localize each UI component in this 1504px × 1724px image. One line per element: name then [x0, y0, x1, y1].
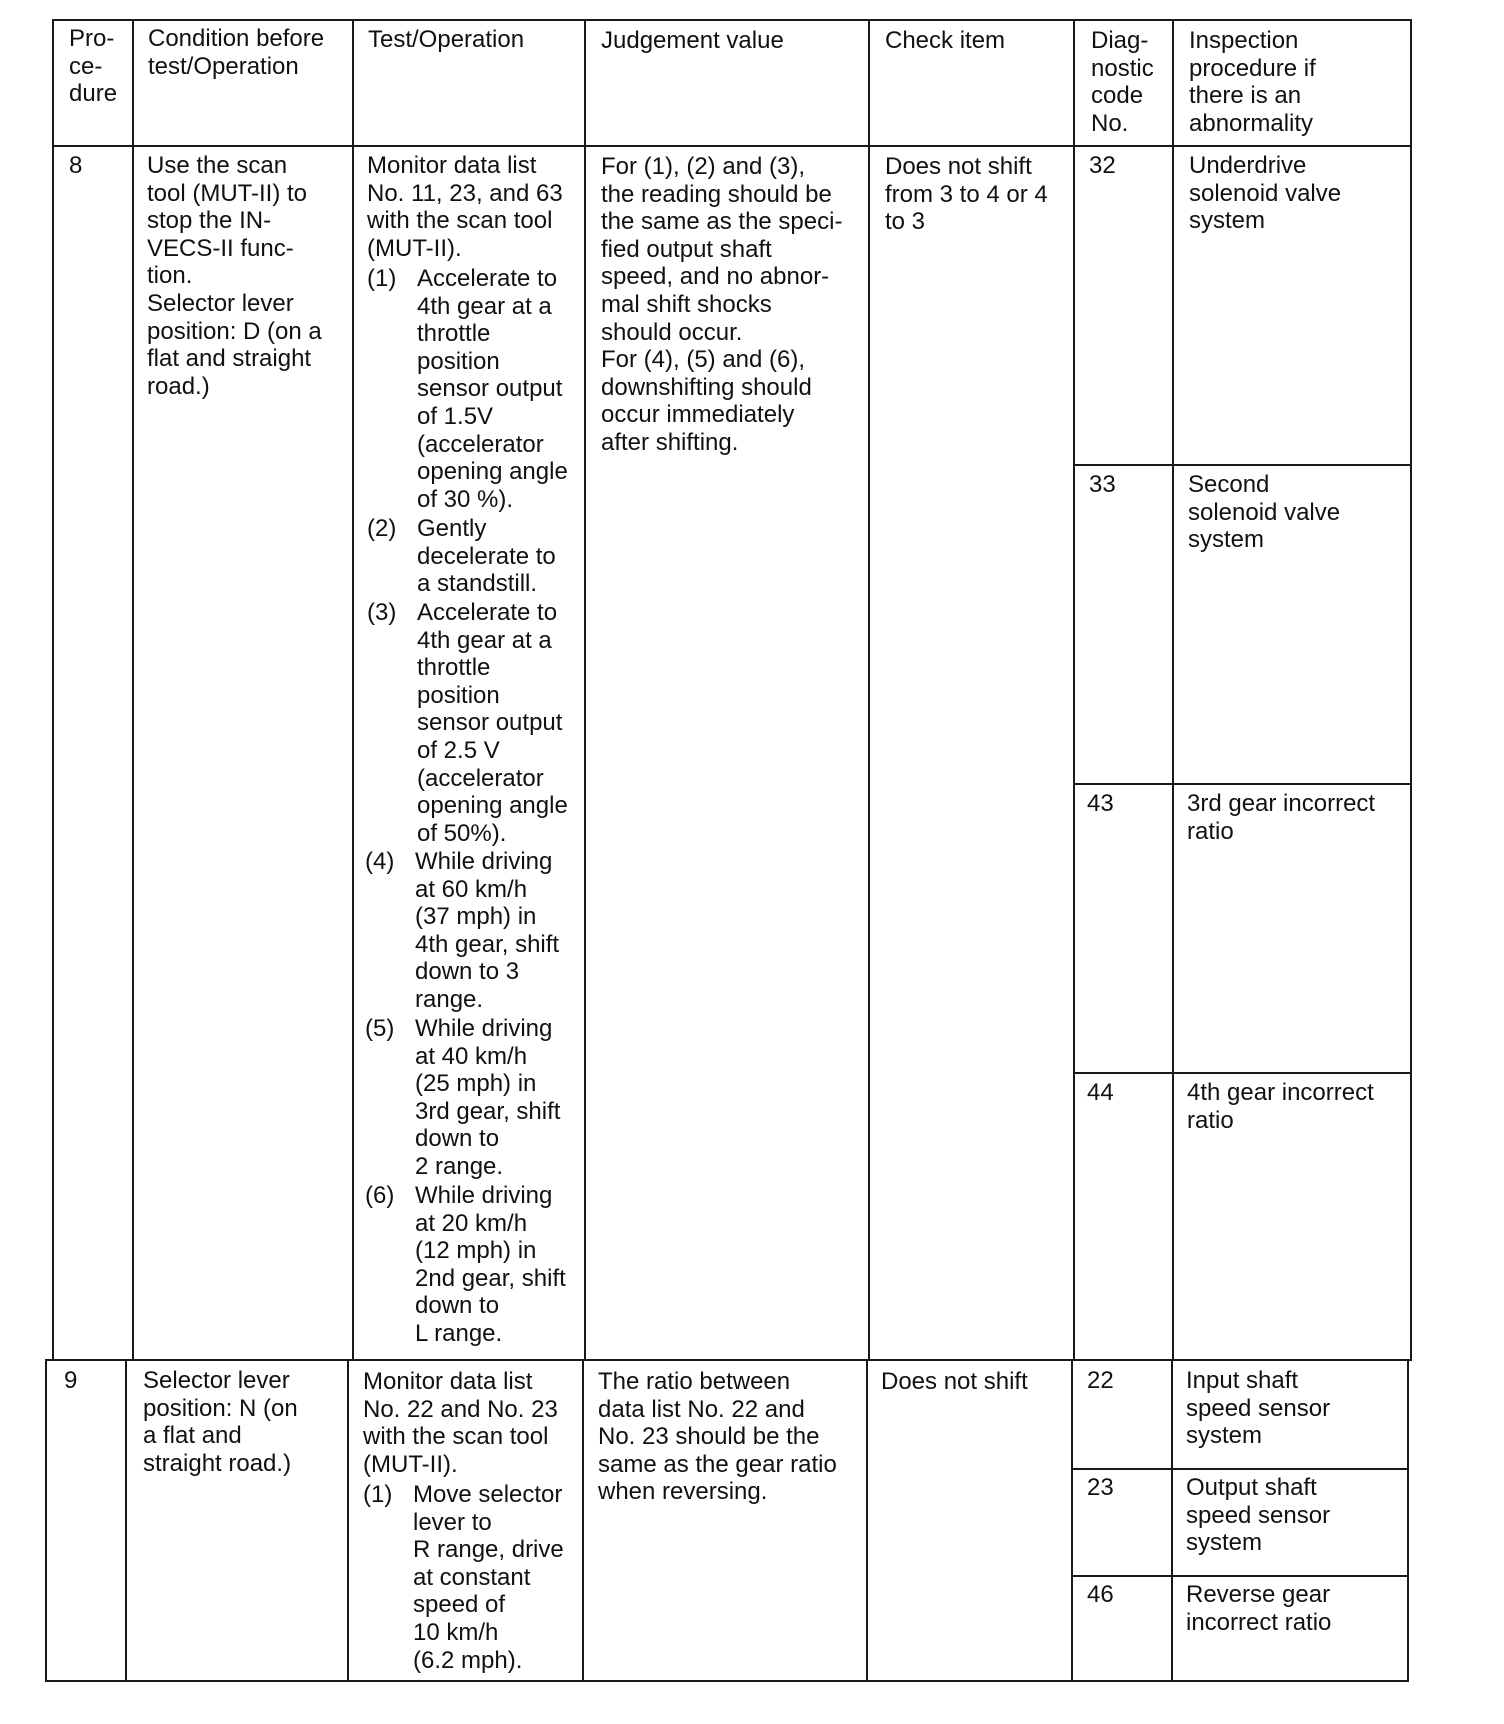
test-step — [363, 1481, 581, 1674]
test-step — [367, 599, 581, 847]
row-divider — [45, 1359, 1411, 1361]
header-condition: Condition before test/Operation — [148, 25, 325, 80]
inspection-text: 3rd gear incorrect ratio — [1187, 790, 1376, 845]
step-text: Gently decelerate to a standstill. — [417, 515, 556, 598]
test-intro: Monitor data list No. 11, 23, and 63 with the scan tool (MUT-II). — [367, 152, 563, 262]
column-divider — [132, 19, 134, 1361]
step-number: (1) — [363, 1481, 393, 1508]
code-divider — [1071, 1468, 1409, 1470]
column-divider — [1171, 1359, 1173, 1682]
column-divider — [582, 1359, 584, 1682]
inspection-text: Underdrive solenoid valve system — [1189, 152, 1342, 235]
condition-text: Selector lever position: N (on a flat and straight road.) — [143, 1367, 298, 1477]
test-step — [365, 1015, 581, 1181]
column-divider — [125, 1359, 127, 1682]
judgement-text: The ratio between data list No. 22 and No. 23 should be the same as the gear ratio when reversing. — [598, 1368, 837, 1506]
test-intro: Monitor data list No. 22 and No. 23 with the scan tool (MUT-II). — [363, 1368, 558, 1478]
inspection-text: Input shaft speed sensor system — [1186, 1367, 1331, 1450]
step-number: (5) — [365, 1015, 395, 1042]
test-step — [365, 848, 581, 1014]
header-inspection: Inspection procedure if there is an abnormality — [1189, 27, 1316, 137]
column-divider — [1172, 19, 1174, 1361]
step-text: Move selector lever to R range, drive at constant speed of 10 km/h (6.2 mph). — [413, 1481, 564, 1674]
column-divider — [1071, 1359, 1073, 1682]
header-check: Check item — [885, 27, 1006, 54]
table-border-top — [52, 19, 1411, 21]
check-item-text: Does not shift from 3 to 4 or 4 to 3 — [885, 153, 1048, 236]
code-divider — [1071, 1575, 1409, 1577]
code-divider — [1073, 783, 1411, 785]
header-procedure: Pro- ce- dure — [69, 25, 118, 108]
step-text: Accelerate to 4th gear at a throttle position sensor output of 1.5V (accelerator opening angle of 30 %). — [417, 265, 568, 513]
judgement-text: For (1), (2) and (3), the reading should be the same as the speci- fied output shaft speed, and no abnor- mal shift shocks should occur. For (4), (5) and (6), downshifting should occur immediately after shifting. — [601, 153, 843, 456]
inspection-text: Reverse gear incorrect ratio — [1186, 1581, 1332, 1636]
step-text: While driving at 40 km/h (25 mph) in 3rd gear, shift down to 2 range. — [415, 1015, 561, 1180]
diagnostic-code: 33 — [1089, 471, 1116, 498]
step-text: While driving at 60 km/h (37 mph) in 4th gear, shift down to 3 range. — [415, 848, 560, 1013]
header-judgement: Judgement value — [601, 27, 784, 54]
check-item-text: Does not shift — [881, 1368, 1028, 1395]
diagnostic-code: 32 — [1089, 152, 1116, 179]
procedure-number: 9 — [64, 1367, 78, 1394]
step-text: While driving at 20 km/h (12 mph) in 2nd gear, shift down to L range. — [415, 1182, 566, 1347]
column-divider — [347, 1359, 349, 1682]
column-divider — [868, 19, 870, 1361]
step-number: (2) — [367, 515, 397, 542]
step-number: (6) — [365, 1182, 395, 1209]
diagnostic-code: 46 — [1087, 1581, 1114, 1608]
test-step — [367, 515, 581, 598]
diagnostic-code: 44 — [1087, 1079, 1114, 1106]
column-divider — [584, 19, 586, 1361]
inspection-text: Output shaft speed sensor system — [1186, 1474, 1331, 1557]
inspection-text: 4th gear incorrect ratio — [1187, 1079, 1374, 1134]
column-divider — [52, 19, 54, 1361]
column-divider — [45, 1359, 47, 1682]
step-number: (3) — [367, 599, 397, 626]
table-border-bottom — [45, 1680, 1407, 1682]
column-divider — [1407, 1359, 1409, 1682]
step-number: (4) — [365, 848, 395, 875]
procedure-number: 8 — [69, 152, 83, 179]
column-divider — [866, 1359, 868, 1682]
code-divider — [1073, 1072, 1411, 1074]
condition-text: Use the scan tool (MUT-II) to stop the IN- VECS-II func- tion. Selector lever position: D (on a flat and straight road.) — [147, 152, 322, 400]
header-diag: Diag- nostic code No. — [1091, 27, 1154, 137]
step-text: Accelerate to 4th gear at a throttle position sensor output of 2.5 V (accelerator opening angle of 50%). — [417, 599, 568, 847]
column-divider — [352, 19, 354, 1361]
column-divider — [1410, 19, 1412, 1361]
diagnostic-code: 23 — [1087, 1474, 1114, 1501]
step-number: (1) — [367, 265, 397, 292]
test-step — [365, 1182, 581, 1348]
diagnostic-code: 43 — [1087, 790, 1114, 817]
diagnostic-code: 22 — [1087, 1367, 1114, 1394]
test-step — [367, 265, 581, 513]
header-divider — [52, 145, 1411, 147]
header-test: Test/Operation — [368, 26, 525, 53]
code-divider — [1073, 464, 1411, 466]
column-divider — [1073, 19, 1075, 1361]
inspection-text: Second solenoid valve system — [1188, 471, 1341, 554]
